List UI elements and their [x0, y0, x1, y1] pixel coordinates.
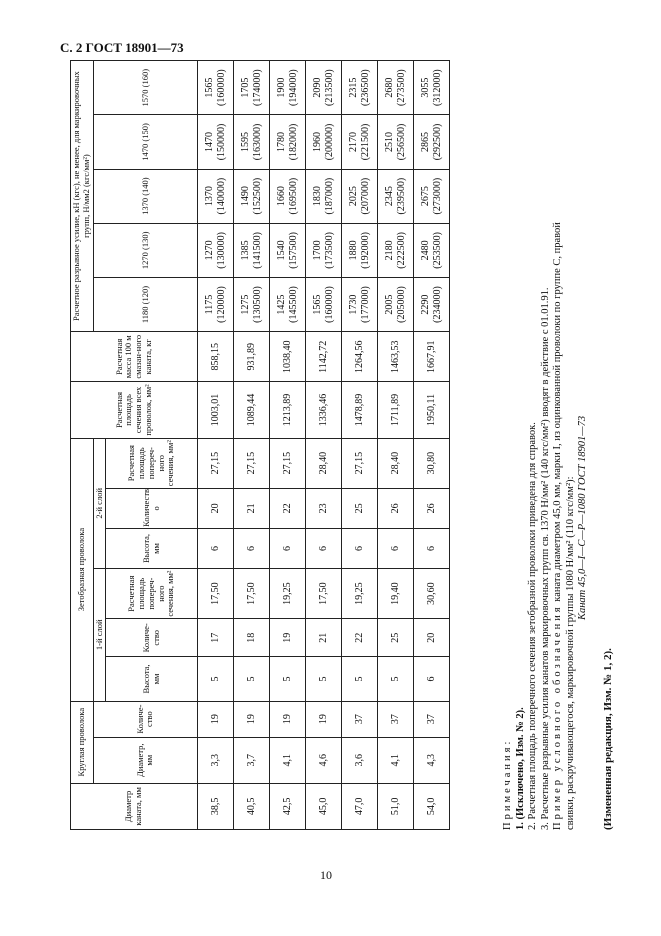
table-cell: 17: [198, 619, 234, 657]
note-3: 3. Расчетные разрывные усилия канатов маркировочных групп св. 1370 Н/мм² (140 кгс/мм²) вводят в действие с 01.01.91.: [539, 287, 551, 830]
table-cell: 17,50: [234, 569, 270, 619]
table-cell: 1830 (187000): [306, 169, 342, 223]
table-cell: 6: [378, 528, 414, 568]
table-cell: 3,7: [234, 737, 270, 783]
table-cell: 1089,44: [234, 382, 270, 438]
page-number: 10: [320, 868, 332, 882]
table-cell: 2180 (222500): [378, 223, 414, 277]
table-row: [198, 61, 234, 830]
col-diameter-header: Диаметр каната, мм: [71, 783, 198, 829]
table-cell: 1540 (157500): [270, 223, 306, 277]
grade-header: 1470 (150): [93, 115, 198, 169]
table-cell: 2290 (234000): [414, 277, 450, 331]
table-cell: 21: [306, 619, 342, 657]
table-cell: 47,0: [342, 783, 378, 829]
l2-height-header: Высота, мм: [106, 528, 198, 568]
table-cell: 6: [342, 528, 378, 568]
table-cell: 1370 (140000): [198, 169, 234, 223]
table-cell: 27,15: [234, 438, 270, 488]
table-cell: 1470 (150000): [198, 115, 234, 169]
table-cell: 5: [234, 657, 270, 701]
table-cell: 51,0: [378, 783, 414, 829]
table-cell: 28,40: [306, 438, 342, 488]
table-cell: 1700 (173500): [306, 223, 342, 277]
table-cell: 6: [234, 528, 270, 568]
table-cell: 1038,40: [270, 332, 306, 382]
round-count-header: Количе-ство: [93, 701, 198, 737]
table-cell: 1336,46: [306, 382, 342, 438]
table-cell: 1711,89: [378, 382, 414, 438]
table-cell: 1950,11: [414, 382, 450, 438]
table-cell: 26: [378, 488, 414, 528]
table-row: [378, 61, 414, 830]
grade-header: 1270 (130): [93, 223, 198, 277]
table-cell: 27,15: [270, 438, 306, 488]
table-cell: 17,50: [198, 569, 234, 619]
table-cell: 6: [414, 528, 450, 568]
table-cell: 2170 (221500): [342, 115, 378, 169]
table-cell: 37: [342, 701, 378, 737]
table-cell: 19: [306, 701, 342, 737]
table-cell: 40,5: [234, 783, 270, 829]
table-cell: 2865 (292500): [414, 115, 450, 169]
table-cell: 1705 (174000): [234, 61, 270, 115]
table-cell: 4,6: [306, 737, 342, 783]
table-cell: 6: [414, 657, 450, 701]
table-cell: 4,3: [414, 737, 450, 783]
table-cell: 54,0: [414, 783, 450, 829]
table-cell: 5: [270, 657, 306, 701]
table-cell: 1565 (160000): [306, 277, 342, 331]
table-cell: 5: [378, 657, 414, 701]
table-cell: 1780 (182000): [270, 115, 306, 169]
rotated-content: [70, 60, 630, 830]
table-cell: 5: [198, 657, 234, 701]
breaking-force-header: Расчетное разрывное усилие, кН (кгс), не менее, для маркировочных групп, Н/мм2 (кгс/мм²): [71, 61, 94, 332]
layer2-header: 2-й слой: [93, 438, 106, 568]
table-cell: 19: [270, 701, 306, 737]
table-cell: 1730 (177000): [342, 277, 378, 331]
table-cell: 1565 (160000): [198, 61, 234, 115]
table-cell: 1490 (152500): [234, 169, 270, 223]
table-cell: 2510 (256500): [378, 115, 414, 169]
table-cell: 1960 (200000): [306, 115, 342, 169]
page-header: С. 2 ГОСТ 18901—73: [60, 40, 184, 55]
l1-count-header: Количе-ство: [106, 619, 198, 657]
table-cell: 1142,72: [306, 332, 342, 382]
table-cell: 6: [270, 528, 306, 568]
table-cell: 1385 (141500): [234, 223, 270, 277]
l2-count-header: Количеств о: [106, 488, 198, 528]
table-cell: 1900 (194000): [270, 61, 306, 115]
round-wire-header: Круглая проволока: [71, 701, 94, 783]
table-cell: 1595 (163000): [234, 115, 270, 169]
grade-header: 1370 (140): [93, 169, 198, 223]
table-cell: 1270 (130000): [198, 223, 234, 277]
example-line-2: свивки, раскручивающегося, маркировочной группы 1080 Н/мм² (110 кгс/мм²):: [564, 476, 576, 830]
table-cell: 20: [198, 488, 234, 528]
table-row: [306, 61, 342, 830]
table-cell: 19: [234, 701, 270, 737]
total-area-header: Расчетная площадь сечения всех проволок, мм²: [71, 382, 198, 438]
note-1: [515, 60, 528, 830]
table-cell: 25: [378, 619, 414, 657]
table-cell: 4,1: [378, 737, 414, 783]
table-cell: 26: [414, 488, 450, 528]
table-cell: 20: [414, 619, 450, 657]
table-cell: 1003,01: [198, 382, 234, 438]
table-cell: 1425 (145500): [270, 277, 306, 331]
table-cell: 28,40: [378, 438, 414, 488]
table-cell: 1667,91: [414, 332, 450, 382]
table-cell: 23: [306, 488, 342, 528]
table-cell: 1213,89: [270, 382, 306, 438]
table-cell: 858,15: [198, 332, 234, 382]
notes-block: [502, 60, 590, 830]
table-cell: 1880 (192000): [342, 223, 378, 277]
table-cell: 27,15: [198, 438, 234, 488]
wire-rope-table: [70, 60, 450, 830]
table-cell: 2025 (207000): [342, 169, 378, 223]
table-cell: 6: [198, 528, 234, 568]
table-cell: 3,6: [342, 737, 378, 783]
table-cell: 2675 (273000): [414, 169, 450, 223]
table-cell: 2315 (236500): [342, 61, 378, 115]
table-cell: 37: [378, 701, 414, 737]
table-cell: 1463,53: [378, 332, 414, 382]
table-cell: 25: [342, 488, 378, 528]
note-2: 2. Расчетная площадь поперечного сечения зетобразной проволоки приведена для справок.: [527, 422, 538, 830]
l1-height-header: Высота, мм: [106, 657, 198, 701]
table-cell: 5: [342, 657, 378, 701]
grade-header: 1180 (120): [93, 277, 198, 331]
table-cell: 30,80: [414, 438, 450, 488]
layer1-header: 1-й слой: [93, 569, 106, 701]
table-cell: 21: [234, 488, 270, 528]
table-cell: 19,25: [342, 569, 378, 619]
note-1-text: 1. (Исключено, Изм. № 2).: [514, 707, 526, 830]
table-cell: 22: [342, 619, 378, 657]
table-cell: 19: [270, 619, 306, 657]
table-cell: 931,89: [234, 332, 270, 382]
table-cell: 2480 (253500): [414, 223, 450, 277]
footer-note: (Измененная редакция, Изм. № 1, 2).: [602, 648, 614, 830]
table-cell: 37: [414, 701, 450, 737]
table-cell: 30,60: [414, 569, 450, 619]
table-row: [414, 61, 450, 830]
table-cell: 19,40: [378, 569, 414, 619]
grade-header: 1570 (160): [93, 61, 198, 115]
table-cell: 42,5: [270, 783, 306, 829]
table-cell: 1264,56: [342, 332, 378, 382]
table-cell: 22: [270, 488, 306, 528]
shaped-wire-header: Зетобразная проволока: [71, 438, 94, 701]
table-cell: 1660 (169500): [270, 169, 306, 223]
table-cell: 3055 (312000): [414, 61, 450, 115]
example-lead: Пример условного обозначения: [552, 604, 563, 830]
table-cell: 1175 (120000): [198, 277, 234, 331]
l1-area-header: Расчетная площадь попереч-ного сечения, мм²: [106, 569, 198, 619]
table-row: [270, 61, 306, 830]
table-cell: 17,50: [306, 569, 342, 619]
example-code: Канат 45,0—I—С—Р—1080 ГОСТ 18901—73: [577, 415, 588, 620]
table-cell: 1478,89: [342, 382, 378, 438]
table-cell: 19: [198, 701, 234, 737]
table-cell: 1275 (130500): [234, 277, 270, 331]
l2-area-header: Расчетная площадь попереч-ного сечения, мм²: [106, 438, 198, 488]
table-cell: 6: [306, 528, 342, 568]
table-cell: 2345 (239500): [378, 169, 414, 223]
table-cell: 2005 (205000): [378, 277, 414, 331]
example-line: [552, 60, 565, 830]
table-cell: 5: [306, 657, 342, 701]
example-rest: каната диаметром 45,0 мм, марки I, из оцинкованной проволоки по группе С, правой: [552, 222, 563, 605]
table-cell: 38,5: [198, 783, 234, 829]
table-cell: 19,25: [270, 569, 306, 619]
table-cell: 2680 (273500): [378, 61, 414, 115]
table-cell: 4,1: [270, 737, 306, 783]
table-cell: 3,3: [198, 737, 234, 783]
table-cell: 18: [234, 619, 270, 657]
table-row: [234, 61, 270, 830]
notes-title: Примечания:: [502, 738, 513, 830]
table-cell: 2090 (213500): [306, 61, 342, 115]
table-cell: 45,0: [306, 783, 342, 829]
round-diameter-header: Диаметр, мм: [93, 737, 198, 783]
mass-header: Расчетная масса 100 м смазан-ного каната, кг: [71, 332, 198, 382]
table-row: [342, 61, 378, 830]
table-cell: 27,15: [342, 438, 378, 488]
